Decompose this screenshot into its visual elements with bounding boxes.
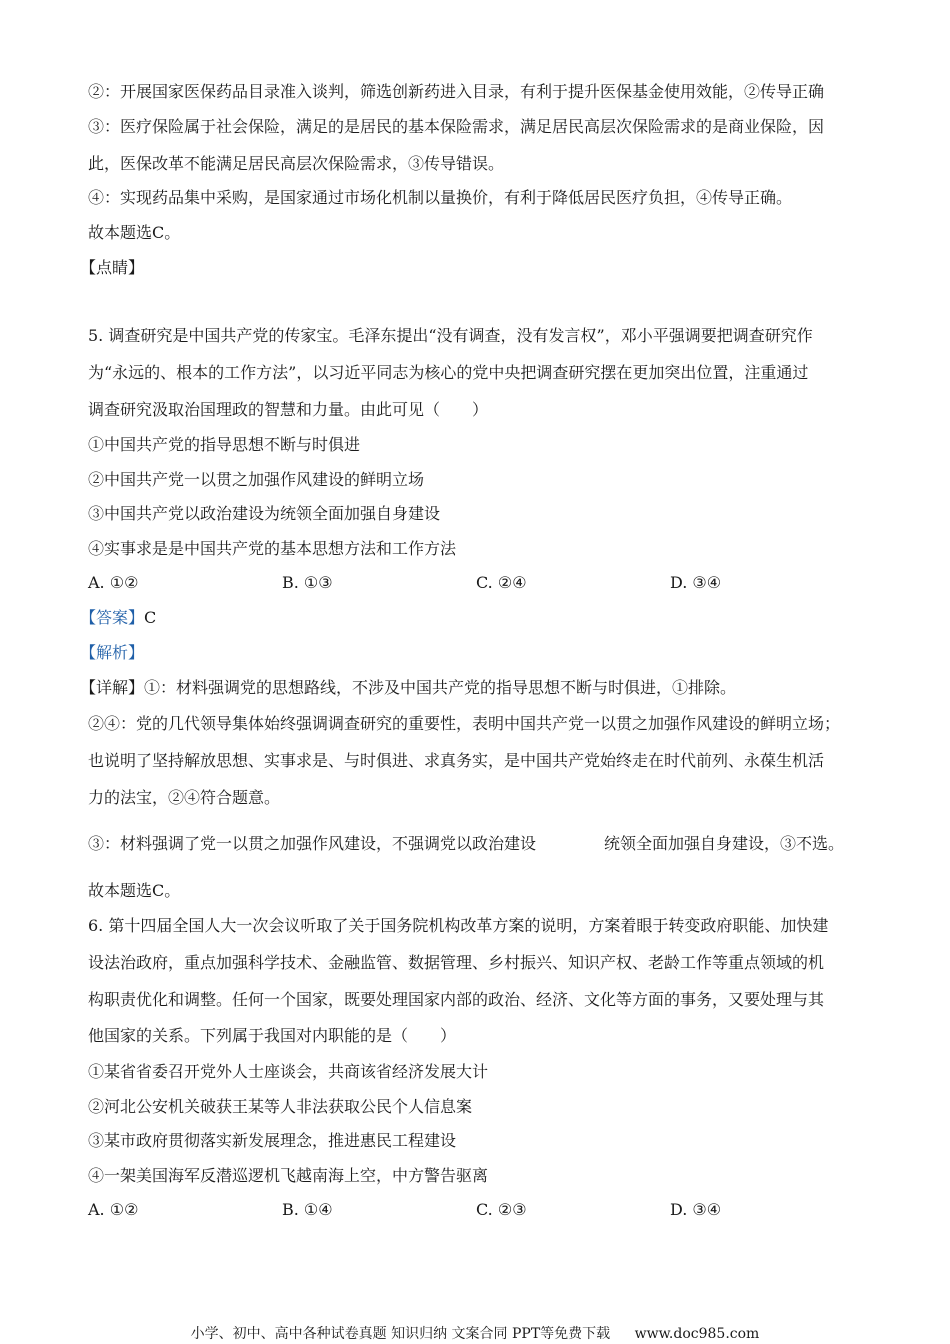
q5-answer-row: [80, 607, 156, 629]
dianjing-tag: 【点睛】: [80, 258, 145, 277]
q6-item: ①某省省委召开党外人士座谈会，共商该省经济发展大计: [88, 1062, 489, 1081]
q5-option-b: B. ①③: [282, 573, 333, 592]
q5-conclusion: 故本题选C。: [88, 881, 181, 900]
q5-detail-line: 也说明了坚持解放思想、实事求是、与时俱进、求真务实，是中国共产党始终走在时代前列、永葆生机活: [88, 751, 825, 770]
q5-item: ②中国共产党一以贯之加强作风建设的鲜明立场: [88, 470, 425, 489]
q5-item: ③中国共产党以政治建设为统领全面加强自身建设: [88, 504, 441, 523]
page-footer: [0, 1323, 950, 1343]
q6-option-c: C. ②③: [476, 1200, 527, 1219]
q6-item: ④一架美国海军反潜巡逻机飞越南海上空，中方警告驱离: [88, 1166, 489, 1185]
answer-tag: 【答案】: [80, 608, 145, 627]
q6-option-a: A. ①②: [88, 1200, 139, 1219]
q6-stem-line: 他国家的关系。下列属于我国对内职能的是（ ）: [88, 1026, 457, 1045]
footer-link[interactable]: www.doc985.com: [634, 1326, 760, 1342]
q5-stem-line: 5. 调查研究是中国共产党的传家宝。毛泽东提出“没有调查，没有发言权”，邓小平强调要把调查研究作: [88, 326, 813, 345]
analysis-tag: 【解析】: [80, 643, 145, 662]
q5-detail-row: [80, 677, 736, 699]
q5-option-d: D. ③④: [670, 573, 722, 592]
q5-stem-line: 调查研究汲取治国理政的智慧和力量。由此可见（ ）: [88, 400, 489, 419]
q6-item: ②河北公安机关破获王某等人非法获取公民个人信息案: [88, 1097, 473, 1116]
q5-detail-line: ②④：党的几代领导集体始终强调调查研究的重要性，表明中国共产党一以贯之加强作风建设的鲜明立场；: [88, 714, 841, 733]
answer-value: C: [144, 608, 157, 627]
analysis-line: ②：开展国家医保药品目录准入谈判，筛选创新药进入目录，有利于提升医保基金使用效能，②传导正确: [88, 82, 825, 101]
analysis-line: 此，医保改革不能满足居民高层次保险需求，③传导错误。: [88, 154, 505, 173]
q6-option-d: D. ③④: [670, 1200, 722, 1219]
detail-tag: 【详解】: [80, 678, 145, 697]
q5-detail-line-3a: ③：材料强调了党一以贯之加强作风建设，不强调党以政治建设: [88, 834, 537, 853]
analysis-line: ④：实现药品集中采购，是国家通过市场化机制以量换价，有利于降低居民医疗负担，④传导正确。: [88, 188, 793, 207]
footer-text: 小学、初中、高中各种试卷真题 知识归纳 文案合同 PPT等免费下载: [190, 1326, 611, 1342]
q6-option-b: B. ①④: [282, 1200, 333, 1219]
q6-stem-line: 设法治政府，重点加强科学技术、金融监管、数据管理、乡村振兴、知识产权、老龄工作等重点领域的机: [88, 953, 825, 972]
q5-item: ①中国共产党的指导思想不断与时俱进: [88, 435, 361, 454]
q5-option-a: A. ①②: [88, 573, 139, 592]
q5-item: ④实事求是是中国共产党的基本思想方法和工作方法: [88, 539, 457, 558]
q6-item: ③某市政府贯彻落实新发展理念，推进惠民工程建设: [88, 1131, 457, 1150]
detail-text: ①：材料强调党的思想路线，不涉及中国共产党的指导思想不断与时俱进，①排除。: [144, 678, 737, 697]
q5-option-c: C. ②④: [476, 573, 527, 592]
q6-stem-line: 6. 第十四届全国人大一次会议听取了关于国务院机构改革方案的说明，方案着眼于转变政府职能、加快建: [88, 916, 829, 935]
analysis-line: ③：医疗保险属于社会保险，满足的是居民的基本保险需求，满足居民高层次保险需求的是商业保险，因: [88, 117, 825, 136]
q6-stem-line: 构职责优化和调整。任何一个国家，既要处理国家内部的政治、经济、文化等方面的事务，又要处理与其: [88, 990, 825, 1009]
conclusion-line: 故本题选C。: [88, 223, 181, 242]
q5-detail-line: 力的法宝，②④符合题意。: [88, 788, 281, 807]
q5-stem-line: 为“永远的、根本的工作方法”，以习近平同志为核心的党中央把调查研究摆在更加突出位置，注重通过: [88, 363, 809, 382]
q5-detail-line-3b: 统领全面加强自身建设，③不选。: [604, 834, 845, 853]
